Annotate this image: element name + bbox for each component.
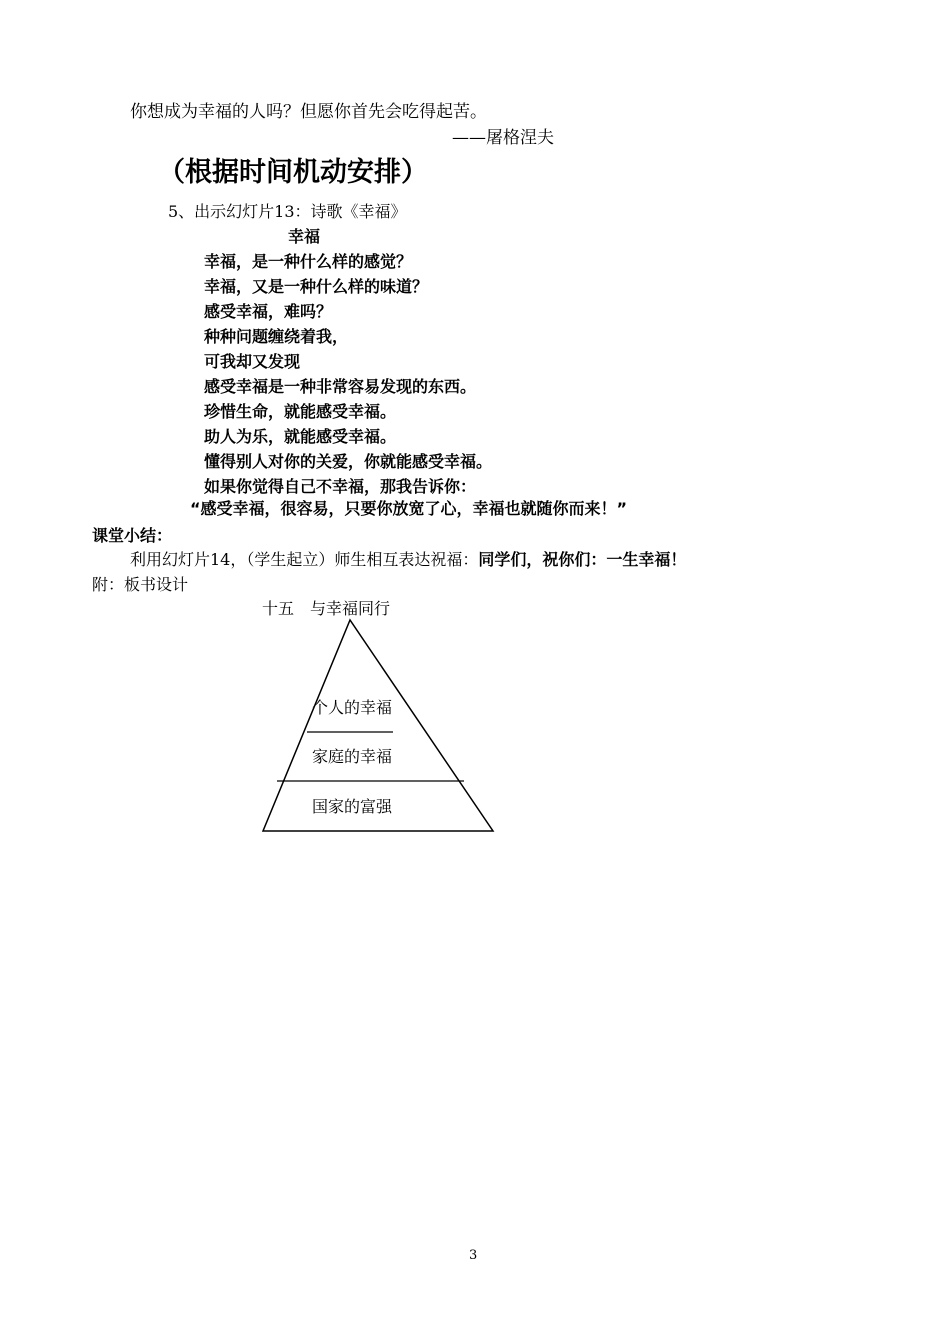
page-number: 3 (469, 1248, 478, 1263)
section-heading: （根据时间机动安排） (158, 157, 428, 188)
pyramid-level-bottom: 国家的富强 (312, 797, 393, 816)
poem-line: 助人为乐，就能感受幸福。 (204, 427, 397, 446)
quote-author: ——屠格涅夫 (452, 128, 554, 148)
summary-text (130, 547, 686, 570)
step-instruction: 5、出示幻灯片13：诗歌《幸福》 (168, 202, 407, 221)
pyramid-level-middle: 家庭的幸福 (312, 747, 393, 766)
poem-line: 种种问题缠绕着我， (204, 327, 349, 346)
poem-closing: “感受幸福，很容易，只要你放宽了心，幸福也就随你而来！” (190, 499, 628, 518)
poem-line: 幸福，又是一种什么样的味道？ (204, 277, 429, 296)
poem-title: 幸福 (288, 227, 321, 246)
summary-body: 利用幻灯片14，（学生起立）师生相互表达祝福： (130, 550, 479, 569)
summary-blessing: 同学们，祝你们：一生幸福！ (478, 550, 687, 569)
quote-text: 你想成为幸福的人吗？但愿你首先会吃得起苦。 (130, 102, 487, 122)
appendix-label: 附：板书设计 (92, 575, 189, 594)
board-title: 十五 与幸福同行 (262, 599, 391, 618)
poem-line: 珍惜生命，就能感受幸福。 (204, 402, 397, 421)
poem-line: 如果你觉得自己不幸福，那我告诉你： (204, 477, 477, 496)
summary-title: 课堂小结： (92, 526, 173, 545)
poem-line: 感受幸福，难吗？ (204, 302, 333, 321)
poem-line: 感受幸福是一种非常容易发现的东西。 (204, 377, 477, 396)
poem-line: 幸福，是一种什么样的感觉？ (204, 252, 413, 271)
poem-line: 可我却又发现 (204, 352, 301, 371)
poem-line: 懂得别人对你的关爱，你就能感受幸福。 (204, 452, 493, 471)
board-pyramid-diagram (255, 615, 505, 840)
pyramid-level-top: 个人的幸福 (312, 698, 393, 717)
